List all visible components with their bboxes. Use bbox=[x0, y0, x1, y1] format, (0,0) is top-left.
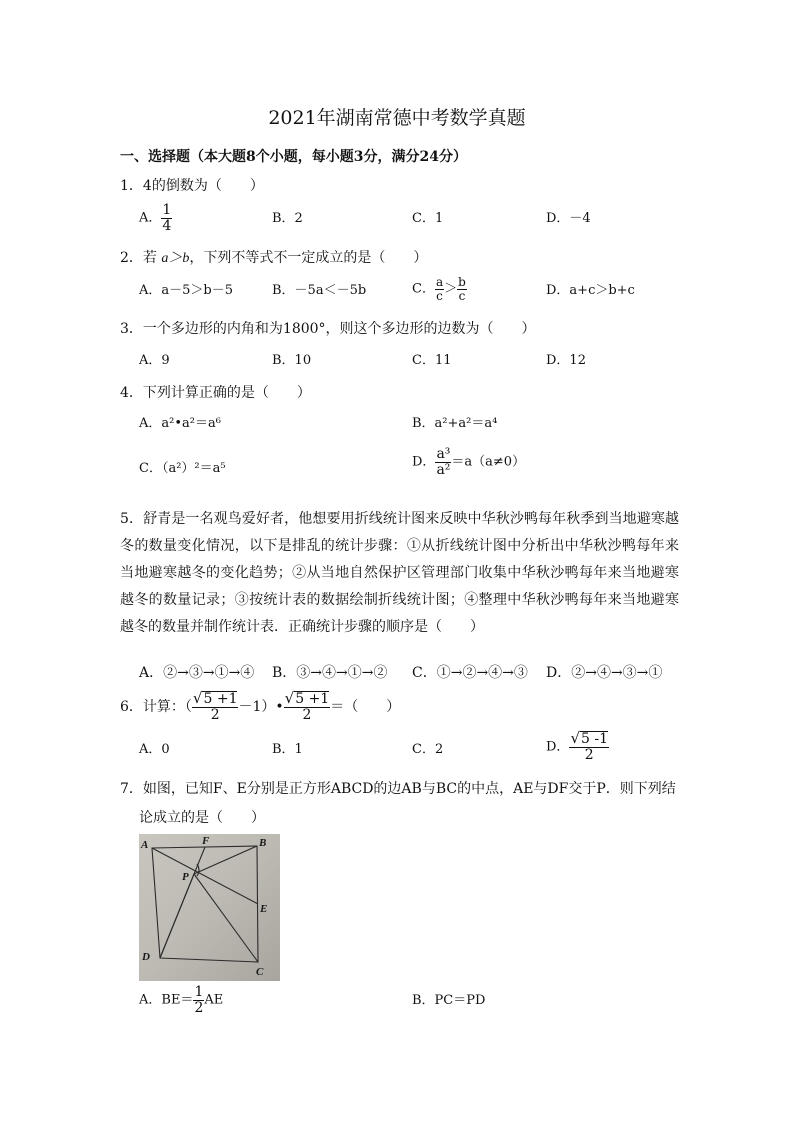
radicand: 5 +1 bbox=[295, 691, 330, 707]
label-a: A bbox=[141, 839, 149, 851]
q4-option-a: A．a²•a²＝a⁶ bbox=[139, 416, 221, 431]
fraction-denominator: 4 bbox=[162, 217, 172, 234]
q2-stem-prefix: 2．若 bbox=[120, 250, 162, 266]
fraction-numerator bbox=[192, 691, 239, 708]
q2-option-c bbox=[412, 276, 467, 302]
q4-fraction bbox=[435, 447, 451, 477]
fraction-numerator: 1 bbox=[162, 202, 172, 218]
label-f: F bbox=[202, 835, 210, 847]
q6-option-c: C．2 bbox=[412, 742, 444, 757]
fraction-numerator: 1 bbox=[194, 984, 204, 1000]
fraction-numerator: a³ bbox=[436, 446, 451, 462]
fraction-denominator: 2 bbox=[210, 707, 220, 724]
q1-option-d: D．－4 bbox=[546, 211, 591, 226]
page-title: 2021年湖南常德中考数学真题 bbox=[268, 107, 526, 129]
q6-stem-prefix: 6．计算：（ bbox=[120, 699, 192, 716]
q2-stem-variable: a＞b bbox=[161, 251, 190, 266]
fraction-numerator bbox=[569, 731, 609, 748]
sqrt-icon: √ bbox=[192, 689, 203, 707]
question-2-stem bbox=[120, 248, 427, 269]
fraction-denominator: c bbox=[458, 288, 466, 303]
q4-option-d bbox=[412, 447, 525, 477]
q2-option-c-label: C． bbox=[412, 281, 435, 297]
q6-stem-middle: －1）• bbox=[238, 699, 284, 716]
label-e: E bbox=[260, 903, 268, 915]
q1-option-a-label: A． bbox=[139, 210, 162, 226]
q5-option-b: B．③→④→①→② bbox=[272, 665, 388, 681]
question-4-stem: 4．下列计算正确的是（ ） bbox=[120, 385, 311, 401]
question-5-text: 5．舒青是一名观鸟爱好者，他想要用折线统计图来反映中华秋沙鸭每年秋季到当地避寒越冬的数量变化情况，以下是排乱的统计步骤：①从折线统计图中分析出中华秋沙鸭每年来当地避寒越冬的变化趋势；②从当地自然保护区管理部门收集中华秋沙鸭每年来当地避寒越冬的数量记录；③按统计表的数据绘制折线统计图；④整理中华秋沙鸭每年来当地避寒越冬的数量并制作统计表．正确统计步骤的顺序是（ ） bbox=[120, 511, 679, 635]
q6-option-d-fraction bbox=[569, 731, 609, 763]
q6-fraction-2 bbox=[284, 691, 331, 723]
q4-option-d-label: D． bbox=[412, 454, 436, 470]
q5-option-c: C．①→②→④→③ bbox=[412, 665, 528, 681]
q2-stem-suffix: ，下列不等式不一定成立的是（ ） bbox=[189, 250, 428, 266]
question-3-stem: 3．一个多边形的内角和为1800°，则这个多边形的边数为（ ） bbox=[120, 321, 536, 337]
q4-option-b: B．a²+a²＝a⁴ bbox=[412, 416, 498, 431]
q3-option-b: B．10 bbox=[272, 353, 312, 368]
section-heading: 一、选择题（本大题8个小题，每小题3分，满分24分） bbox=[120, 149, 467, 165]
sqrt-icon: √ bbox=[570, 729, 580, 747]
fraction-numerator: a bbox=[435, 275, 444, 289]
q1-option-a bbox=[139, 203, 172, 233]
label-c: C bbox=[256, 966, 264, 978]
label-p: P bbox=[182, 871, 189, 883]
q6-option-a: A．0 bbox=[139, 742, 170, 757]
q6-option-b: B．1 bbox=[272, 742, 303, 757]
q6-stem-suffix: ＝（ ） bbox=[330, 699, 401, 716]
q2-option-d: D．a+c＞b+c bbox=[546, 283, 635, 298]
q1-option-c: C．1 bbox=[412, 211, 444, 226]
photo-background bbox=[139, 834, 280, 981]
square-geometry-figure bbox=[139, 834, 280, 981]
fraction-numerator: b bbox=[458, 275, 466, 289]
q1-option-a-fraction bbox=[161, 203, 172, 233]
fraction-denominator: 2 bbox=[584, 747, 594, 764]
q7-option-b: B．PC＝PD bbox=[412, 993, 486, 1008]
q3-option-d: D．12 bbox=[546, 353, 586, 368]
q6-option-d-label: D． bbox=[546, 739, 570, 755]
fraction-numerator bbox=[284, 691, 331, 708]
q2-fraction-2 bbox=[457, 276, 467, 302]
q6-fraction-1 bbox=[192, 691, 239, 723]
q3-option-c: C．11 bbox=[412, 353, 452, 368]
q5-option-d: D．②→④→③→① bbox=[546, 665, 663, 681]
question-7-line-1: 7．如图，已知F、E分别是正方形ABCD的边AB与BC的中点，AE与DF交于P．则下列结 bbox=[120, 781, 676, 797]
q7-option-a-label: A．BE＝ bbox=[139, 992, 194, 1008]
q2-operator: ＞ bbox=[444, 281, 458, 297]
fraction-denominator: 2 bbox=[302, 707, 312, 724]
label-b: B bbox=[259, 837, 267, 849]
q3-option-a: A．9 bbox=[139, 353, 170, 368]
sqrt-icon: √ bbox=[284, 689, 295, 707]
q2-option-a: A．a－5＞b－5 bbox=[139, 283, 234, 298]
q7-option-a bbox=[139, 985, 223, 1015]
radicand: 5 -1 bbox=[581, 731, 608, 747]
q4-option-c: C．（a²）²＝a⁵ bbox=[139, 461, 226, 476]
fraction-denominator: a² bbox=[436, 461, 451, 478]
q4-option-d-suffix: ＝a（a≠0） bbox=[451, 454, 526, 470]
question-7-line-2: 论成立的是（ ） bbox=[139, 810, 265, 826]
q2-fraction-1 bbox=[435, 276, 444, 302]
radicand: 5 +1 bbox=[203, 691, 238, 707]
question-1-stem: 1．4的倒数为（ ） bbox=[120, 178, 264, 194]
fraction-denominator: c bbox=[436, 288, 443, 303]
q2-option-b: B．－5a＜－5b bbox=[272, 283, 367, 298]
q5-option-a: A．②→③→①→④ bbox=[139, 665, 255, 681]
q6-option-d bbox=[546, 731, 609, 763]
label-d: D bbox=[142, 951, 150, 963]
q1-option-b: B．2 bbox=[272, 211, 303, 226]
question-6-stem bbox=[120, 691, 400, 723]
q7-option-a-suffix: AE bbox=[204, 992, 224, 1008]
q7-option-a-fraction bbox=[193, 985, 204, 1015]
fraction-denominator: 2 bbox=[194, 999, 204, 1016]
